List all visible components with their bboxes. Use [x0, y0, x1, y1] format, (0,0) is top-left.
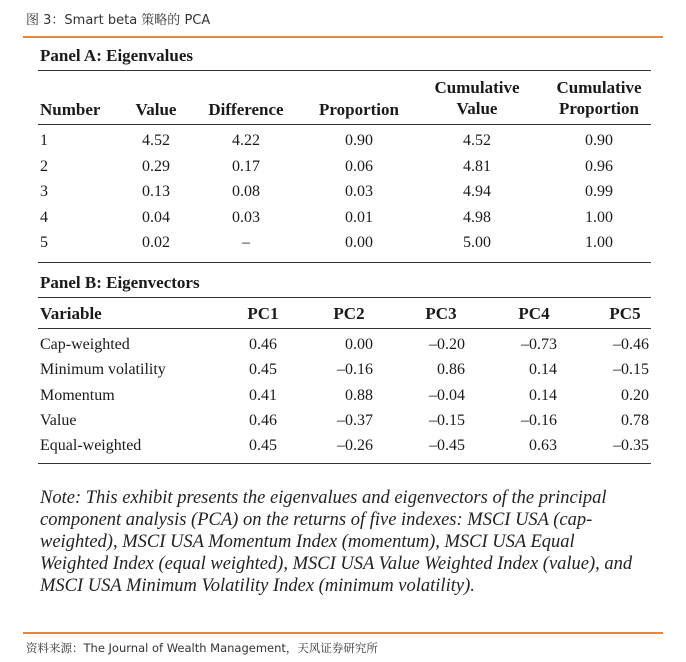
eigenvector-row-1-pc5: –0.46	[613, 336, 649, 353]
eigen-row-2-value: 0.29	[142, 157, 170, 175]
panel-a-bottom-rule	[38, 262, 651, 263]
header-pc2: PC2	[333, 304, 365, 323]
eigenvector-row-5-pc5: –0.35	[613, 437, 649, 455]
eigen-row-5-cum-value: 5.00	[463, 234, 491, 251]
eigenvector-row-2-pc5: –0.15	[613, 361, 649, 379]
eigen-row-3-cum-proportion: 0.99	[585, 183, 613, 200]
header-pc4: PC4	[518, 304, 550, 323]
bottom-divider	[23, 632, 663, 634]
header-number: Number	[40, 100, 101, 119]
eigen-row-3-difference: 0.08	[232, 183, 260, 200]
eigen-row-1-difference: 4.22	[232, 132, 260, 149]
eigenvector-row-2-pc3: 0.86	[437, 361, 465, 379]
eigenvector-row-2-pc4: 0.14	[529, 361, 557, 379]
eigenvector-row-1-variable: Cap-weighted	[40, 336, 130, 353]
eigenvector-row-2-pc1: 0.45	[249, 361, 277, 379]
eigen-row-4-value: 0.04	[142, 208, 170, 226]
header-value: Value	[135, 100, 177, 119]
eigen-row-1-cum-value: 4.52	[463, 132, 491, 149]
eigenvector-row-4-pc3: –0.15	[429, 411, 465, 429]
panel-b-title: Panel B: Eigenvectors	[40, 273, 200, 292]
eigen-row-3-value: 0.13	[142, 183, 170, 200]
header-pc1: PC1	[247, 304, 279, 323]
eigenvector-row-1-pc4: –0.73	[521, 336, 557, 353]
header-cum-prop-line2: Proportion	[559, 99, 639, 118]
header-cum-value-line2: Value	[456, 99, 498, 118]
eigen-row-3-proportion: 0.03	[345, 183, 373, 200]
eigenvector-row-3-pc2: 0.88	[345, 386, 373, 404]
panel-b-top-rule	[38, 297, 651, 298]
eigenvector-row-5-pc2: –0.26	[337, 437, 373, 455]
eigenvector-row-3-pc5: 0.20	[621, 386, 649, 404]
header-difference: Difference	[208, 100, 284, 119]
eigenvector-row-4-pc1: 0.46	[249, 411, 277, 429]
eigen-row-4-cum-value: 4.98	[463, 208, 491, 226]
eigen-row-3-number: 3	[40, 183, 48, 200]
header-cum-value-line1: Cumulative	[434, 78, 520, 97]
eigenvector-row-2-pc2: –0.16	[337, 361, 373, 379]
header-proportion: Proportion	[319, 100, 399, 119]
eigen-row-5-value: 0.02	[142, 234, 170, 251]
panel-b-bottom-rule	[38, 463, 651, 464]
eigen-row-4-number: 4	[40, 208, 48, 226]
eigen-row-3-cum-value: 4.94	[463, 183, 491, 200]
header-cum-prop-line1: Cumulative	[556, 78, 642, 97]
eigen-row-5-difference: –	[242, 234, 250, 251]
eigen-row-2-difference: 0.17	[232, 157, 260, 175]
eigenvector-row-3-pc3: –0.04	[429, 386, 465, 404]
header-pc5: PC5	[609, 304, 641, 323]
eigen-row-2-cum-value: 4.81	[463, 157, 491, 175]
eigen-row-5-number: 5	[40, 234, 48, 251]
table-note: Note: This exhibit presents the eigenvalues and eigenvectors of the principal component analysis (PCA) on the returns of five indexes: MSCI USA (cap-weighted), MSCI USA Momentum Index (momentum), MSCI USA Equal Weighted Index (equal weighted), MSCI USA Value Weighted Index (value), and MSCI USA Minimum Volatility Index (minimum volatility).	[40, 488, 633, 596]
eigenvector-row-3-pc1: 0.41	[249, 386, 277, 404]
eigen-row-1-cum-proportion: 0.90	[585, 132, 613, 149]
eigenvector-row-5-pc4: 0.63	[529, 437, 557, 455]
eigen-row-5-cum-proportion: 1.00	[585, 234, 613, 251]
top-divider	[23, 36, 663, 38]
eigen-row-1-number: 1	[40, 132, 48, 149]
eigen-row-5-proportion: 0.00	[345, 234, 373, 251]
panel-a-title: Panel A: Eigenvalues	[40, 46, 194, 65]
eigenvector-row-5-pc3: –0.45	[429, 437, 465, 455]
figure-title: 图 3：Smart beta 策略的 PCA	[26, 13, 211, 28]
eigen-row-4-difference: 0.03	[232, 208, 260, 226]
eigen-row-2-cum-proportion: 0.96	[585, 157, 613, 175]
panel-a-header-rule	[38, 124, 651, 125]
eigen-row-2-number: 2	[40, 157, 48, 175]
eigenvector-row-5-pc1: 0.45	[249, 437, 277, 455]
header-variable: Variable	[40, 304, 102, 323]
eigen-row-2-proportion: 0.06	[345, 157, 373, 175]
header-pc3: PC3	[425, 304, 457, 323]
eigenvector-row-1-pc3: –0.20	[429, 336, 465, 353]
eigenvector-row-1-pc1: 0.46	[249, 336, 277, 353]
eigenvector-row-4-pc4: –0.16	[521, 411, 557, 429]
eigen-row-1-proportion: 0.90	[345, 132, 373, 149]
eigen-row-4-cum-proportion: 1.00	[585, 208, 613, 226]
eigenvector-row-4-pc5: 0.78	[621, 411, 649, 429]
eigen-row-4-proportion: 0.01	[345, 208, 373, 226]
eigenvector-row-3-pc4: 0.14	[529, 386, 557, 404]
eigenvector-row-3-variable: Momentum	[40, 386, 115, 404]
source-credit: 资料来源：The Journal of Wealth Management，天风证券研究所	[26, 641, 378, 655]
panel-b-header-rule	[38, 328, 651, 329]
eigenvector-row-4-variable: Value	[40, 411, 77, 429]
eigenvector-row-4-pc2: –0.37	[337, 411, 373, 429]
eigen-row-1-value: 4.52	[142, 132, 170, 149]
eigenvector-row-2-variable: Minimum volatility	[40, 361, 166, 379]
eigenvector-row-5-variable: Equal-weighted	[40, 437, 142, 455]
panel-a-top-rule	[38, 70, 651, 71]
eigenvector-row-1-pc2: 0.00	[345, 336, 373, 353]
